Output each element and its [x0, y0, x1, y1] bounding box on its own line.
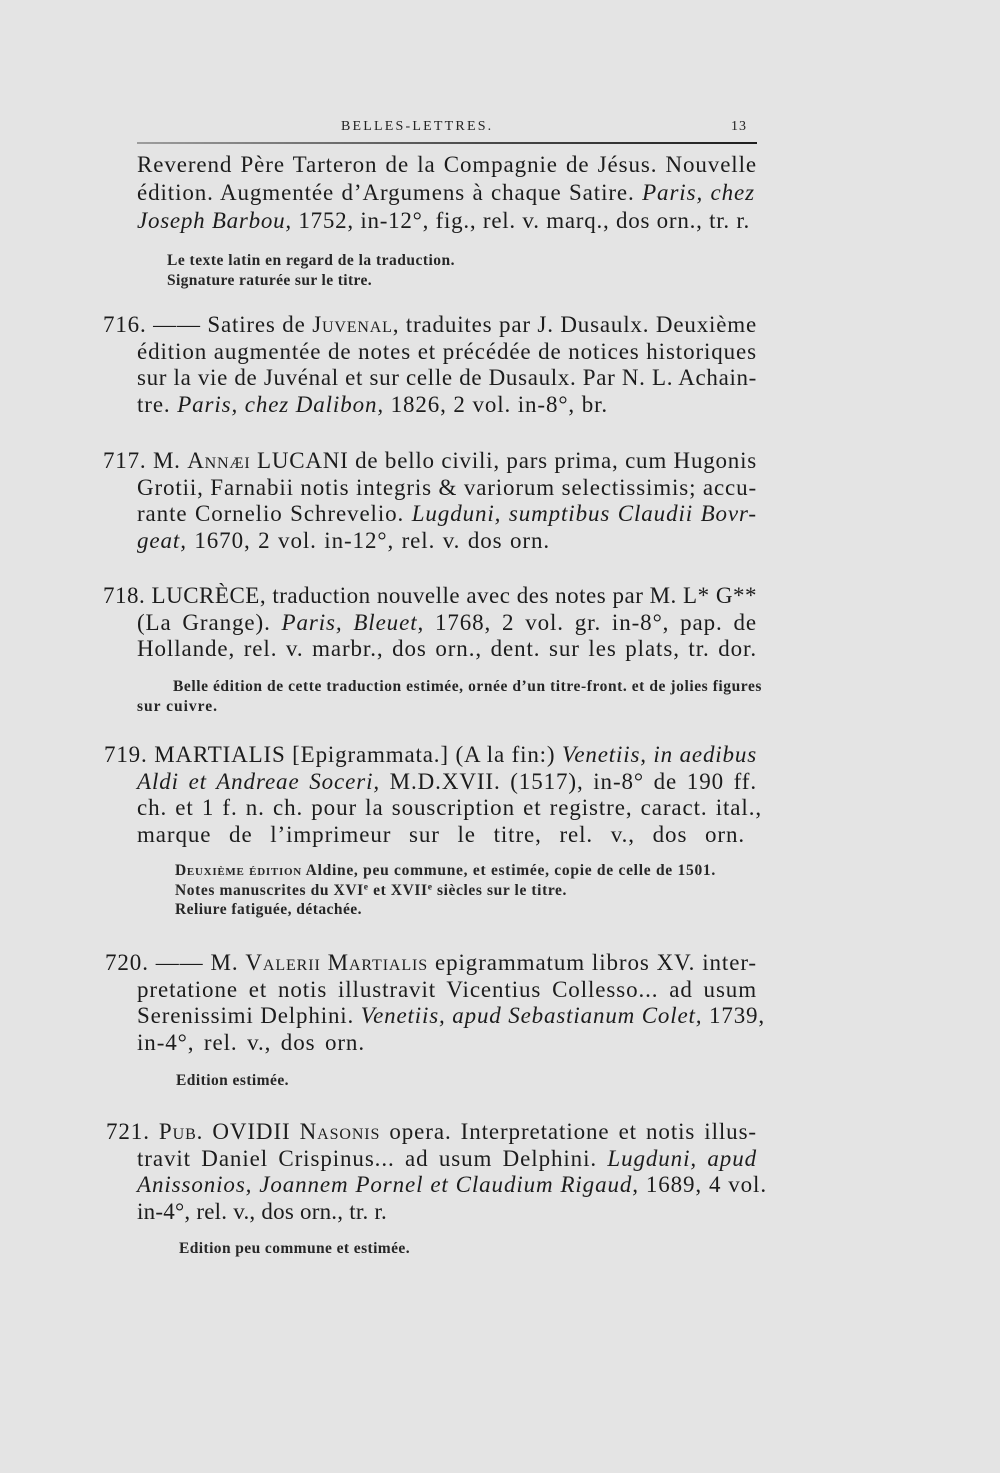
catalogue-entry: [105, 950, 765, 1057]
italic-run: Lugduni, sumptibus Claudii Bovr-: [411, 501, 757, 527]
text-line: [167, 271, 372, 291]
text-line: [137, 977, 757, 1004]
text-run: travit Daniel Crispinus... ad usum Delphini.: [137, 1145, 608, 1171]
italic-run: Paris, chez: [642, 180, 755, 205]
text-line: [106, 1119, 757, 1146]
text-run: Reliure fatiguée, détachée.: [175, 901, 362, 918]
text-run: MARTIALIS [Epigrammata.] (A la fin:): [154, 742, 562, 767]
text-run: Serenissimi Delphini.: [137, 1003, 361, 1029]
text-run: Grotii, Farnabii notis integris & variorum selectissimis; accu-: [137, 474, 757, 500]
text-line: [175, 900, 362, 920]
text-run: LUCRÈCE, traduction nouvelle avec des notes par M. L* G**: [151, 583, 757, 608]
italic-run: Paris, chez Dalibon,: [177, 392, 384, 418]
entry-number: 719.: [104, 742, 148, 767]
entry-number: 718.: [103, 583, 146, 608]
text-run: sur cuivre.: [137, 698, 218, 715]
text-line: [175, 861, 716, 881]
entry-note: [179, 1239, 410, 1259]
text-run: Le texte latin en regard de la traduction.: [167, 252, 455, 269]
text-line: [137, 636, 757, 663]
text-line: [137, 795, 762, 822]
text-line: [137, 1146, 757, 1173]
text-line: [137, 1199, 387, 1226]
text-line: [137, 697, 218, 717]
text-run: 1670, 2 vol. in-12°, rel. v. dos orn.: [186, 528, 550, 554]
text-run: ch. et 1 f. n. ch. pour la souscription et registre, caract. ital.,: [137, 795, 762, 821]
entry-note: [137, 677, 762, 717]
italic-run: Venetiis, apud Sebastianum Colet,: [360, 1003, 703, 1029]
page-number: 13: [731, 119, 747, 134]
text-line: [179, 1239, 410, 1259]
text-line: [137, 822, 745, 849]
text-run: LUCANI de bello civili, pars prima, cum Hugonis: [250, 448, 757, 473]
entry-number: 721.: [106, 1119, 150, 1144]
entry-number: 720.: [105, 950, 149, 975]
text-run: Edition peu commune et estimée.: [179, 1240, 410, 1257]
text-line: [167, 251, 455, 271]
text-run: M.D.XVII. (1517), in-8° de 190 ff.: [380, 768, 757, 794]
text-run: , traduites par J. Dusaulx. Deuxième: [392, 312, 757, 337]
italic-run: Venetiis, in aedibus: [561, 742, 757, 767]
text-run: —— M.: [155, 950, 246, 975]
small-caps-run: Juvenal: [312, 312, 393, 337]
italic-run: Aldi et Andreae Soceri,: [137, 768, 381, 794]
text-run: Hollande, rel. v. marbr., dos orn., dent. sur les plats, tr. dor.: [137, 636, 757, 662]
italic-run: geat,: [137, 528, 187, 554]
text-run: Signature raturée sur le titre.: [167, 272, 372, 289]
italic-run: Lugduni, apud: [607, 1145, 757, 1171]
text-run: (La Grange).: [137, 609, 282, 635]
text-run: M.: [152, 448, 188, 473]
catalogue-entry: [104, 742, 762, 849]
text-line: [137, 339, 757, 366]
text-line: [137, 528, 550, 555]
text-line: [137, 610, 757, 637]
text-run: 1768, 2 vol. gr. in-8°, pap. de: [424, 609, 758, 635]
running-title: BELLES-LETTRES.: [341, 119, 494, 134]
entry-number: 717.: [103, 448, 147, 473]
text-run: —— Satires de: [153, 312, 313, 337]
text-line: [137, 1030, 365, 1057]
entry-note: [167, 251, 455, 291]
text-run: OVIDII: [203, 1119, 300, 1144]
text-run: Edition estimée.: [176, 1072, 289, 1089]
italic-run: Paris, Bleuet,: [281, 609, 425, 635]
text-line: [137, 207, 750, 235]
text-run: opera. Interpretatione et notis illus-: [380, 1119, 757, 1144]
text-line: [104, 742, 757, 769]
text-run: 1739,: [702, 1003, 765, 1029]
text-run: rante Cornelio Schrevelio.: [137, 501, 412, 527]
text-line: [137, 475, 757, 502]
italic-run: Anissonios, Joannem Pornel et Claudium Rigaud,: [137, 1172, 639, 1198]
text-line: [137, 365, 757, 392]
text-run: 1689, 4 vol.: [638, 1172, 767, 1198]
text-line: [137, 392, 608, 419]
text-run: epigrammatum libros XV. inter-: [428, 950, 757, 975]
entry-number: 716.: [103, 312, 147, 337]
text-run: et XVII: [368, 881, 428, 899]
entry-note: [176, 1071, 289, 1091]
catalogue-entry: [103, 583, 758, 663]
text-line: [137, 769, 757, 796]
text-run: Reverend Père Tarteron de la Compagnie de Jésus. Nouvelle: [137, 152, 757, 177]
catalogue-entry: [106, 1119, 767, 1226]
text-line: [176, 1071, 289, 1091]
text-run: édition. Augmentée d’Argumens à chaque Satire.: [137, 180, 643, 205]
text-run: in-4°, rel. v., dos orn.: [137, 1030, 365, 1056]
text-line: [103, 312, 757, 339]
superscript: e: [427, 881, 433, 893]
italic-run: Joseph Barbou,: [137, 208, 292, 233]
header-rule: [137, 142, 757, 144]
text-run: édition augmentée de notes et précédée de notices historiques: [137, 338, 757, 364]
text-line: [103, 448, 757, 475]
text-line: [137, 151, 757, 179]
continued-entry-text: [137, 151, 757, 235]
small-caps-run: Pub.: [158, 1119, 204, 1144]
text-run: tre.: [137, 392, 178, 418]
text-line: [105, 950, 757, 977]
text-run: pretatione et notis illustravit Vicentius Collesso... ad usum: [137, 976, 757, 1002]
text-run: in-4°, rel. v., dos orn., tr. r.: [137, 1199, 387, 1225]
text-run: Aldine, peu commune, et estimée, copie de celle de 1501.: [301, 862, 716, 879]
small-caps-run: Annæi: [187, 448, 251, 473]
catalogue-entry: [103, 312, 757, 419]
text-line: [137, 179, 755, 207]
text-line: [137, 1172, 767, 1199]
text-run: 1752, in-12°, fig., rel. v. marq., dos orn., tr. r.: [291, 208, 750, 233]
text-run: Belle édition de cette traduction estimée, ornée d’un titre-front. et de jolies figures: [173, 678, 762, 695]
entry-note: [175, 861, 716, 920]
small-caps-run: Valerii Martialis: [245, 950, 429, 975]
text-line: [103, 583, 757, 610]
text-line: [173, 677, 762, 697]
small-caps-run: Deuxième édition: [175, 862, 302, 879]
text-line: [137, 501, 757, 528]
text-line: [137, 1003, 765, 1030]
text-run: marque de l’imprimeur sur le titre, rel. v., dos orn.: [137, 822, 745, 848]
superscript: e: [363, 881, 369, 893]
text-line: [175, 881, 567, 901]
text-run: sur la vie de Juvénal et sur celle de Dusaulx. Par N. L. Achain-: [137, 365, 757, 391]
text-run: 1826, 2 vol. in-8°, br.: [383, 392, 608, 418]
text-run: siècles sur le titre.: [432, 881, 567, 899]
small-caps-run: Nasonis: [299, 1119, 381, 1144]
text-run: Notes manuscrites du XVI: [175, 881, 364, 899]
catalogue-entry: [103, 448, 757, 555]
